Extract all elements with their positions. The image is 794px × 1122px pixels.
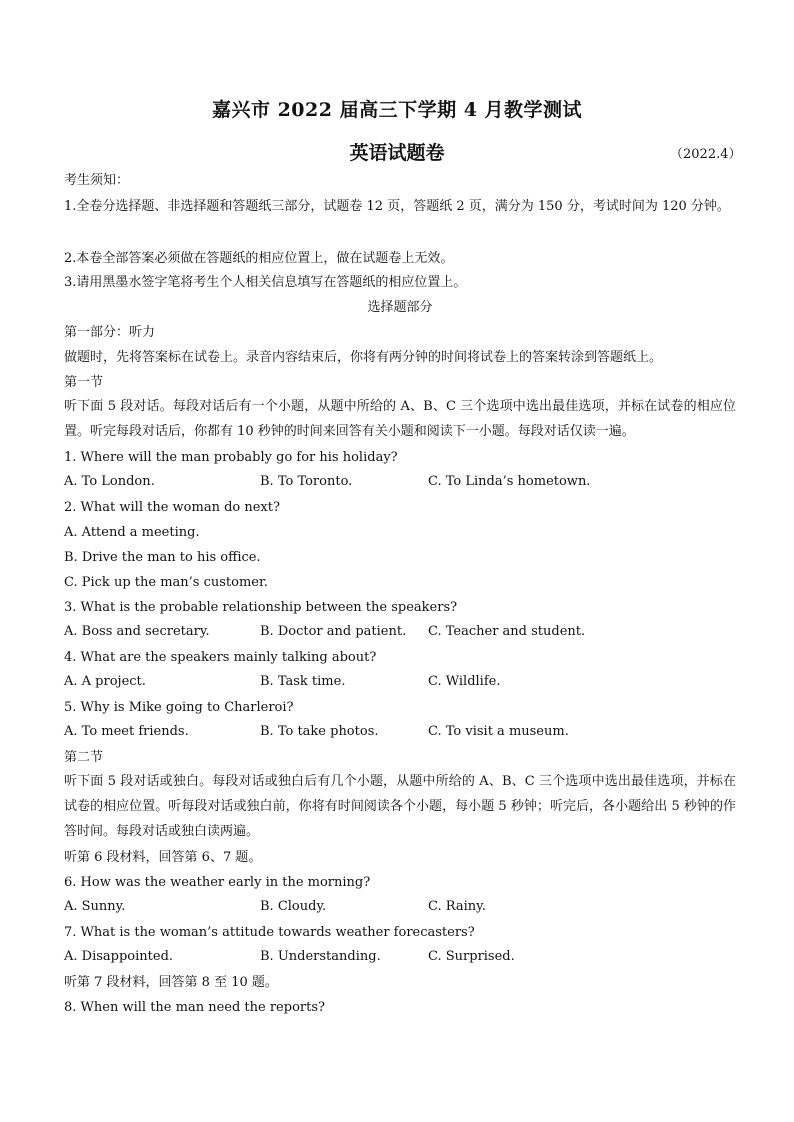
notice-item-3: 3.请用黑墨水签字笔将考生个人相关信息填写在答题纸的相应位置上。	[64, 275, 467, 290]
question-7-option-b: B. Understanding.	[260, 949, 381, 964]
question-1-option-c: C. To Linda’s hometown.	[428, 474, 591, 489]
material-6-instruction: 听第 6 段材料，回答第 6、7 题。	[64, 850, 262, 865]
question-3-option-a: A. Boss and secretary.	[64, 624, 210, 639]
question-3-option-c: C. Teacher and student.	[428, 624, 586, 639]
question-1-stem: 1. Where will the man probably go for his holiday?	[64, 450, 398, 465]
section1-intro: 听下面 5 段对话。每段对话后有一个小题，从题中所给的 A、B、C 三个选项中选出最佳选项，并标在试卷的相应位置。听完每段对话后，你都有 10 秒钟的时间来回答有关小题和阅读下一小题。每段对话仅读一遍。	[64, 399, 736, 439]
notice-heading: 考生须知：	[64, 173, 130, 188]
question-2-option-a: A. Attend a meeting.	[64, 525, 200, 540]
question-5-option-c: C. To visit a museum.	[428, 724, 569, 739]
question-5-stem: 5. Why is Mike going to Charleroi?	[64, 700, 294, 715]
question-1-option-a: A. To London.	[64, 474, 155, 489]
part1-intro: 做题时，先将答案标在试卷上。录音内容结束后，你将有两分钟的时间将试卷上的答案转涂到答题纸上。	[64, 350, 663, 365]
section1-heading: 第一节	[64, 375, 104, 390]
question-2-stem: 2. What will the woman do next?	[64, 500, 280, 515]
question-5-option-a: A. To meet friends.	[64, 724, 189, 739]
question-7-stem: 7. What is the woman’s attitude towards weather forecasters?	[64, 925, 475, 940]
section2-intro: 听下面 5 段对话或独白。每段对话或独白后有几个小题，从题中所给的 A、B、C 三个选项中选出最佳选项，并标在试卷的相应位置。听每段对话或独白前，你将有时间阅读各个小题，每小题 5 秒钟；听完后，各小题给出 5 秒钟的作答时间。每段对话或独白读两遍。	[64, 774, 736, 839]
question-4-stem: 4. What are the speakers mainly talking about?	[64, 650, 377, 665]
question-6-option-b: B. Cloudy.	[260, 899, 327, 914]
notice-item-1: 1.全卷分选择题、非选择题和答题纸三部分，试题卷 12 页，答题纸 2 页，满分为 150 分，考试时间为 120 分钟。	[64, 199, 730, 214]
question-3-option-b: B. Doctor and patient.	[260, 624, 407, 639]
section-choice-heading: 选择题部分	[367, 300, 433, 315]
question-4-option-b: B. Task time.	[260, 674, 346, 689]
question-5-option-b: B. To take photos.	[260, 724, 379, 739]
question-2-option-c: C. Pick up the man’s customer.	[64, 575, 268, 590]
question-3-stem: 3. What is the probable relationship between the speakers?	[64, 600, 458, 615]
question-4-option-a: A. A project.	[64, 674, 146, 689]
question-7-option-c: C. Surprised.	[428, 949, 515, 964]
exam-date: （2022.4）	[670, 147, 742, 162]
exam-subtitle: 英语试题卷	[349, 142, 445, 164]
question-6-option-c: C. Rainy.	[428, 899, 486, 914]
question-8-stem: 8. When will the man need the reports?	[64, 1000, 325, 1015]
question-7-option-a: A. Disappointed.	[64, 949, 174, 964]
notice-item-2: 2.本卷全部答案必须做在答题纸的相应位置上，做在试题卷上无效。	[64, 251, 454, 266]
material-7-instruction: 听第 7 段材料，回答第 8 至 10 题。	[64, 975, 278, 990]
question-2-option-b: B. Drive the man to his office.	[64, 550, 261, 565]
question-1-option-b: B. To Toronto.	[260, 474, 353, 489]
question-6-option-a: A. Sunny.	[64, 899, 126, 914]
question-6-stem: 6. How was the weather early in the morning?	[64, 875, 371, 890]
question-4-option-c: C. Wildlife.	[428, 674, 501, 689]
part1-heading: 第一部分：听力	[64, 325, 156, 340]
section2-heading: 第二节	[64, 750, 104, 765]
exam-title: 嘉兴市 2022 届高三下学期 4 月教学测试	[211, 99, 583, 121]
